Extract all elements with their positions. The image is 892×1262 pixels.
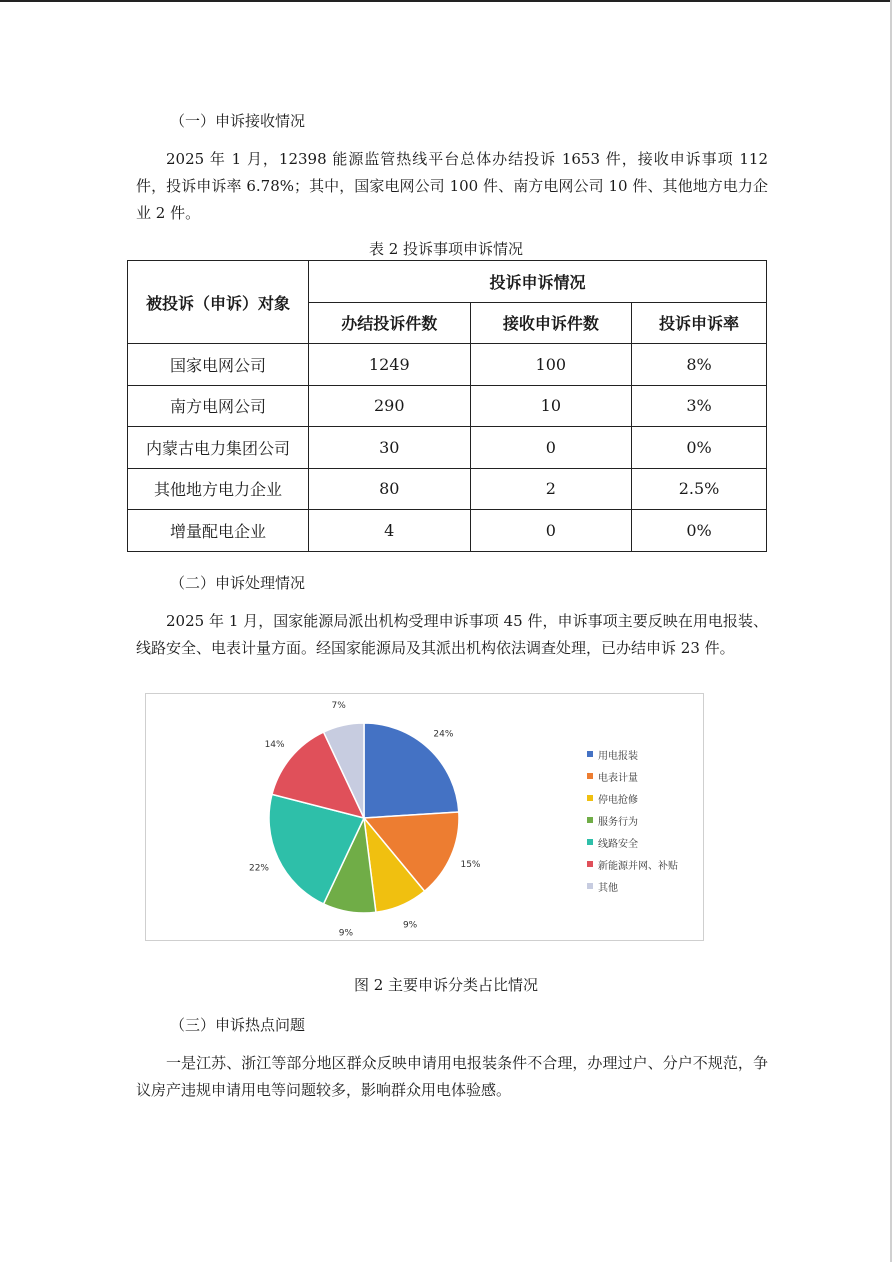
- legend-swatch: [587, 751, 593, 757]
- row-handled: 4: [309, 510, 471, 552]
- row-name: 南方电网公司: [128, 385, 309, 427]
- section1-paragraph: 2025 年 1 月，12398 能源监管热线平台总体办结投诉 1653 件，接收申诉事项 112 件，投诉申诉率 6.78%；其中，国家电网公司 100 件、南方电网公司 10 件、其他地方电力企业 2 件。: [136, 150, 768, 222]
- row-received: 100: [470, 344, 632, 386]
- row-received: 10: [470, 385, 632, 427]
- row-name: 增量配电企业: [128, 510, 309, 552]
- legend-label: 新能源并网、补贴: [598, 860, 678, 872]
- pie-data-label: 15%: [460, 860, 481, 871]
- row-received: 2: [470, 468, 632, 510]
- row-rate: 0%: [632, 427, 767, 469]
- legend-label: 服务行为: [598, 816, 638, 828]
- table-row: [128, 468, 767, 510]
- row-name: 其他地方电力企业: [128, 468, 309, 510]
- section3-paragraph: 一是江苏、浙江等部分地区群众反映申请用电报装条件不合理，办理过户、分户不规范，争议房产违规申请用电等问题较多，影响群众用电体验感。: [136, 1054, 768, 1099]
- legend-item: [587, 787, 678, 809]
- legend-item: [587, 809, 678, 831]
- pie-data-label: 9%: [402, 920, 418, 931]
- legend-swatch: [587, 817, 593, 823]
- legend-label: 线路安全: [598, 838, 638, 850]
- col-header-received: 接收申诉件数: [470, 302, 632, 344]
- col-header-handled: 办结投诉件数: [309, 302, 471, 344]
- row-received: 0: [470, 510, 632, 552]
- section2-heading: （二）申诉处理情况: [170, 574, 306, 592]
- row-header: 被投诉（申诉）对象: [128, 261, 309, 344]
- col-header-rate: 投诉申诉率: [632, 302, 767, 344]
- legend-item: [587, 875, 678, 897]
- row-handled: 1249: [309, 344, 471, 386]
- legend-swatch: [587, 883, 593, 889]
- section1-heading: （一）申诉接收情况: [170, 112, 306, 130]
- figure-caption: 图 2 主要申诉分类占比情况: [353, 976, 539, 994]
- pie-data-label: 7%: [331, 700, 346, 711]
- row-received: 0: [470, 427, 632, 469]
- row-handled: 30: [309, 427, 471, 469]
- pie-chart-frame: [145, 693, 704, 941]
- section3-heading: （三）申诉热点问题: [170, 1016, 306, 1034]
- legend-item: [587, 853, 678, 875]
- pie-data-label: 24%: [433, 729, 454, 740]
- legend-label: 电表计量: [598, 772, 638, 784]
- table-row: [128, 344, 767, 386]
- table-row: [128, 427, 767, 469]
- row-name: 内蒙古电力集团公司: [128, 427, 309, 469]
- complaint-appeal-table: [127, 260, 767, 552]
- pie-data-label: 9%: [338, 928, 354, 939]
- legend-label: 用电报装: [598, 750, 638, 762]
- pie-data-label: 22%: [248, 863, 270, 874]
- table-row: [128, 510, 767, 552]
- row-rate: 3%: [632, 385, 767, 427]
- group-header: 投诉申诉情况: [309, 261, 767, 303]
- row-rate: 2.5%: [632, 468, 767, 510]
- row-handled: 290: [309, 385, 471, 427]
- table-row: [128, 385, 767, 427]
- row-rate: 0%: [632, 510, 767, 552]
- row-handled: 80: [309, 468, 471, 510]
- legend-item: [587, 831, 678, 853]
- table-caption: 表 2 投诉事项申诉情况: [368, 240, 524, 258]
- legend-label: 其他: [598, 882, 618, 894]
- pie-data-label: 14%: [264, 740, 285, 751]
- legend-swatch: [587, 773, 593, 779]
- legend-swatch: [587, 795, 593, 801]
- row-rate: 8%: [632, 344, 767, 386]
- legend-item: [587, 743, 678, 765]
- legend-item: [587, 765, 678, 787]
- row-name: 国家电网公司: [128, 344, 309, 386]
- legend-swatch: [587, 839, 593, 845]
- pie-legend: [587, 743, 678, 897]
- legend-swatch: [587, 861, 593, 867]
- page-top-border: [0, 0, 892, 2]
- legend-label: 停电抢修: [598, 794, 638, 806]
- section2-paragraph: 2025 年 1 月，国家能源局派出机构受理申诉事项 45 件，申诉事项主要反映在用电报装、线路安全、电表计量方面。经国家能源局及其派出机构依法调查处理，已办结申诉 23 件。: [136, 612, 768, 657]
